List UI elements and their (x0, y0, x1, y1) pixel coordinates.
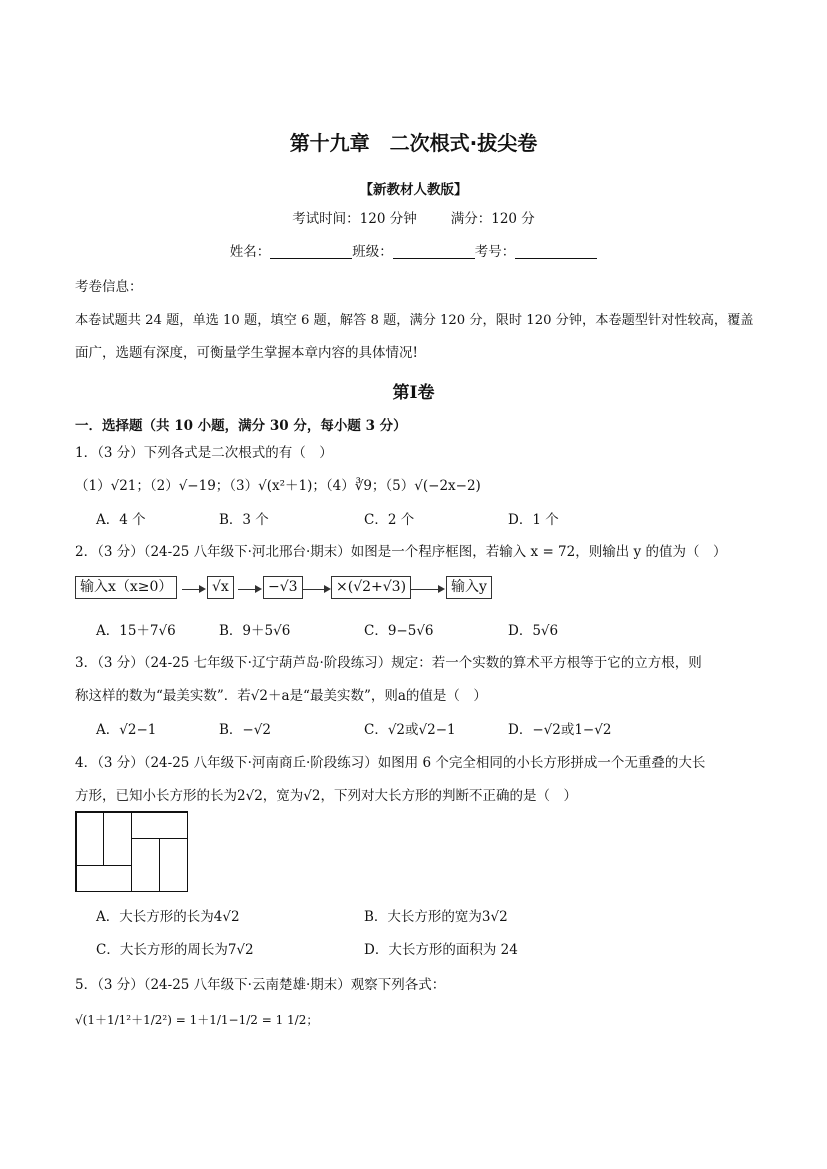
q5-formula: √(1＋1/1²＋1/2²) = 1＋1/1−1/2 = 1 1/2； (75, 1013, 319, 1027)
q2-option-a[interactable]: A．15＋7√6 (96, 623, 176, 639)
flow-arrow (303, 589, 329, 590)
flow-box-sqrt: √x (207, 576, 234, 599)
flow-box-minus-sqrt3: −√3 (263, 576, 303, 599)
q3-option-b[interactable]: B．−√2 (219, 722, 271, 738)
q5-stem: 5．（3 分）（24-25 八年级下·云南楚雄·期末）观察下列各式： (75, 977, 446, 993)
class-label: 班级： (352, 244, 393, 260)
number-label: 考号： (474, 244, 516, 260)
q3-option-a[interactable]: A．√2−1 (96, 722, 157, 738)
number-blank[interactable] (515, 244, 597, 259)
flow-box-output: 输入y (446, 576, 492, 599)
q2-option-d[interactable]: D．5√6 (508, 623, 559, 639)
q3-option-c[interactable]: C．√2或√2−1 (364, 722, 456, 738)
q2-option-c[interactable]: C．9−5√6 (364, 623, 434, 639)
edition-label: 【新教材人教版】 (359, 182, 468, 198)
q4-option-c[interactable]: C．大长方形的周长为7√2 (96, 942, 254, 958)
info-line-2: 面广，选题有深度，可衡量学生掌握本章内容的具体情况! (75, 345, 418, 361)
flow-box-input: 输入x（x≥0） (75, 576, 177, 599)
q4-option-a[interactable]: A．大长方形的长为4√2 (96, 909, 240, 925)
q4-option-b[interactable]: B．大长方形的宽为3√2 (364, 909, 508, 925)
q3-stem-line-1: 3．（3 分）（24-25 七年级下·辽宁葫芦岛·阶段练习）规定：若一个实数的算术平方根等于它的立方根，则 (75, 655, 702, 671)
q4-stem-line-2: 方形，已知小长方形的长为2√2，宽为√2，下列对大长方形的判断不正确的是（ ） (75, 788, 577, 804)
q2-stem: 2．（3 分）（24-25 八年级下·河北邢台·期末）如图是一个程序框图，若输入 x = 72，则输出 y 的值为（ ） (75, 544, 727, 560)
q2-option-b[interactable]: B．9＋5√6 (219, 623, 291, 639)
q3-stem-line-2: 称这样的数为“最美实数”．若√2＋a是“最美实数”，则a的值是（ ） (75, 688, 487, 704)
q1-option-a[interactable]: A．4 个 (96, 512, 146, 528)
section-heading: 一．选择题（共 10 小题，满分 30 分，每小题 3 分） (75, 418, 407, 434)
q1-option-b[interactable]: B．3 个 (219, 512, 269, 528)
page-title: 第十九章 二次根式·拔尖卷 (289, 131, 538, 155)
flow-box-multiply: ×(√2+√3) (331, 576, 411, 599)
score-label: 满分：120 分 (450, 211, 535, 227)
time-label: 考试时间：120 分钟 (292, 211, 417, 227)
rectangle-tiling-figure (75, 811, 188, 892)
q4-stem-line-1: 4．（3 分）（24-25 八年级下·河南商丘·阶段练习）如图用 6 个完全相同的小长方形拼成一个无重叠的大长 (75, 755, 706, 771)
q3-option-d[interactable]: D．−√2或1−√2 (508, 722, 612, 738)
name-blank[interactable] (270, 244, 352, 259)
q1-option-d[interactable]: D．1 个 (508, 512, 559, 528)
q1-option-c[interactable]: C．2 个 (364, 512, 415, 528)
info-heading: 考卷信息： (75, 279, 143, 295)
class-blank[interactable] (393, 244, 475, 259)
name-fields (0, 240, 827, 260)
flow-arrow (238, 589, 260, 590)
name-label: 姓名： (229, 244, 271, 260)
info-line-1: 本卷试题共 24 题，单选 10 题，填空 6 题，解答 8 题，满分 120 分，限时 120 分钟，本卷题型针对性较高，覆盖 (75, 313, 754, 328)
flow-arrow (411, 589, 443, 590)
exam-meta (0, 207, 827, 227)
q4-option-d[interactable]: D．大长方形的面积为 24 (364, 942, 518, 958)
q1-stem: 1．（3 分）下列各式是二次根式的有（ ） (75, 445, 333, 461)
flow-arrow (182, 589, 204, 590)
q1-items: （1）√21；（2）√−19；（3）√(x²＋1)；（4）∛9；（5）√(−2x−2) (75, 478, 481, 494)
program-flowchart (75, 573, 497, 603)
part-heading: 第Ⅰ卷 (392, 383, 435, 403)
